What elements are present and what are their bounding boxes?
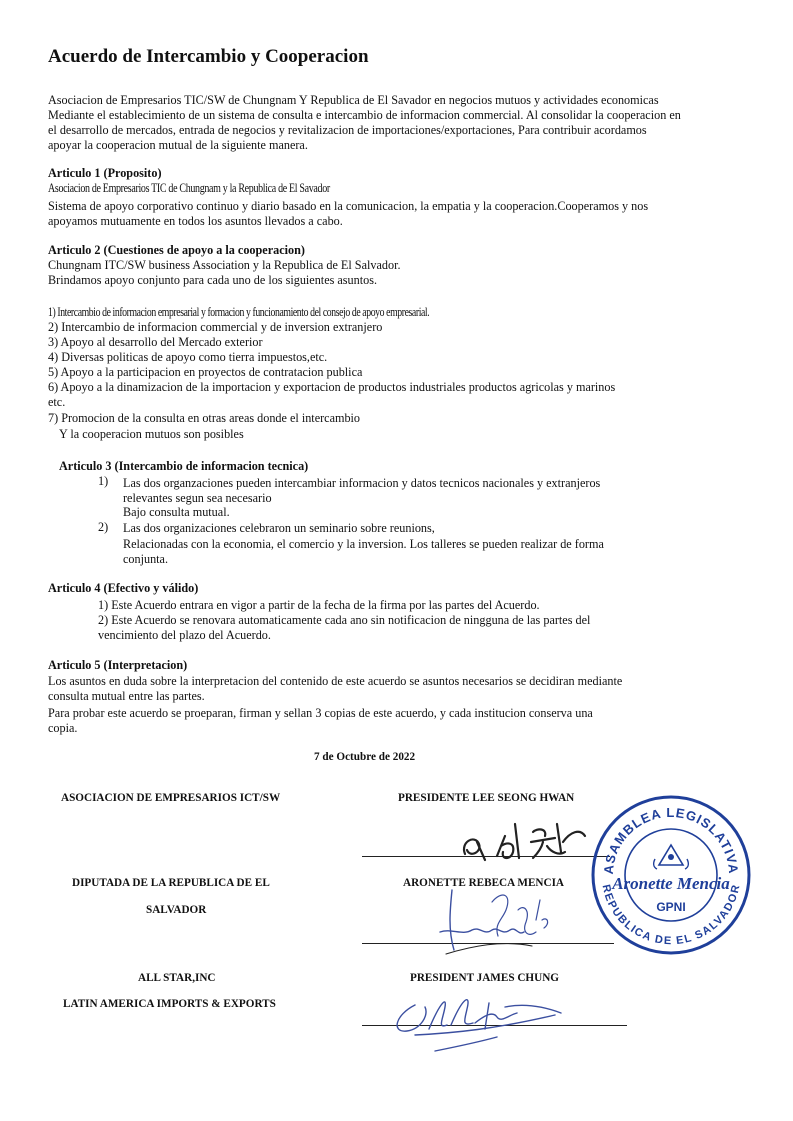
article-1-line-1: Asociacion de Empresarios TIC de Chungnam y la Republica de El Savador <box>48 181 330 195</box>
article-4-line-3: vencimiento del plazo del Acuerdo. <box>98 628 271 642</box>
article-3-num-1: 1) <box>98 474 109 488</box>
article-1-line-1-wrap <box>48 181 392 196</box>
official-stamp <box>589 793 753 957</box>
signatory-person-2: ARONETTE REBECA MENCIA <box>403 877 564 889</box>
article-3-line-2b: Relacionadas con la economia, el comercio y la inversion. Los talleres se pueden realizar de forma <box>123 537 604 551</box>
article-5-line-2: consulta mutual entre las partes. <box>48 689 205 703</box>
signatory-org-1: ASOCIACION DE EMPRESARIOS ICT/SW <box>61 792 281 804</box>
list-item: 1) Intercambio de informacion empresarial y formacion y funcionamiento del consejo de apoyo empresarial. <box>48 305 430 319</box>
list-item: Y la cooperacion mutuos son posibles <box>59 427 244 441</box>
svg-text:REPUBLICA DE EL SALVADOR <box>600 884 743 948</box>
article-3-line-1c: Bajo consulta mutual. <box>123 505 230 519</box>
coat-of-arms-icon <box>654 845 689 869</box>
stamp-code: GPNI <box>656 900 686 914</box>
list-item: 6) Apoyo a la dinamizacion de la importacion y exportacion de productos industriales productos agricolas y marinos <box>48 380 616 394</box>
article-5-line-3: Para probar este acuerdo se proeparan, firman y sellan 3 copias de este acuerdo, y cada institucion conserva una <box>48 706 593 720</box>
signatory-org-3-line-2: LATIN AMERICA IMPORTS & EXPORTS <box>63 998 276 1010</box>
article-3-line-1a: Las dos organzaciones pueden intercambiar informacion y datos tecnicos nacionales y extranjeros <box>123 476 601 490</box>
article-2-heading: Articulo 2 (Cuestiones de apoyo a la cooperacion) <box>48 243 305 257</box>
article-1-heading: Articulo 1 (Proposito) <box>48 166 162 180</box>
article-1-line-2: Sistema de apoyo corporativo continuo y diario basado en la comunicacion, la empatia y la cooperacion.Cooperamos y nos <box>48 199 649 213</box>
list-item: 5) Apoyo a la participacion en proyectos de contratacion publica <box>48 365 363 379</box>
article-2-line-1: Chungnam ITC/SW business Association y la Republica de El Salvador. <box>48 258 401 272</box>
signatory-org-3-line-1: ALL STAR,INC <box>138 972 216 984</box>
article-4-line-2: 2) Este Acuerdo se renovara automaticamente cada ano sin notificacion de ningguna de las partes del <box>98 613 591 627</box>
signatory-org-2-line-1: DIPUTADA DE LA REPUBLICA DE EL <box>72 877 270 889</box>
intro-line-4: apoyar la cooperacion mutual de la siguiente manera. <box>48 138 308 152</box>
article-2-line-2: Brindamos apoyo conjunto para cada uno de los siguientes asuntos. <box>48 273 377 287</box>
article-5-heading: Articulo 5 (Interpretacion) <box>48 658 188 672</box>
stamp-bottom-text: REPUBLICA DE EL SALVADOR <box>599 883 743 948</box>
signatory-org-2-line-2: SALVADOR <box>146 904 207 916</box>
signature-james-chung <box>385 985 585 1055</box>
article-2-item-1-wrap <box>48 305 525 320</box>
signatory-person-1: PRESIDENTE LEE SEONG HWAN <box>398 792 575 804</box>
article-3-line-1b: relevantes segun sea necesario <box>123 491 272 505</box>
list-item: 7) Promocion de la consulta en otras areas donde el intercambio <box>48 411 361 425</box>
stamp-top-text: ASAMBLEA LEGISLATIVA <box>600 804 742 875</box>
document-title: Acuerdo de Intercambio y Cooperacion <box>48 46 369 67</box>
article-3-num-2: 2) <box>98 520 109 534</box>
article-3-line-2a: Las dos organizaciones celebraron un seminario sobre reunions, <box>123 521 435 535</box>
signatory-person-3: PRESIDENT JAMES CHUNG <box>410 972 559 984</box>
signature-aronette-mencia <box>432 880 562 960</box>
signature-lee-seong-hwan <box>455 812 595 872</box>
article-3-heading: Articulo 3 (Intercambio de informacion tecnica) <box>59 459 309 473</box>
list-item: etc. <box>48 395 66 409</box>
list-item: 3) Apoyo al desarrollo del Mercado exterior <box>48 335 263 349</box>
intro-line-1: Asociacion de Empresarios TIC/SW de Chungnam Y Republica de El Savador en negocios mutuos y actividades economicas <box>48 93 659 107</box>
list-item: 2) Intercambio de informacion commercial y de inversion extranjero <box>48 320 383 334</box>
intro-line-3: el desarrollo de mercados, entrada de negocios y revitalizacion de importaciones/exportaciones, Para contribuir acordamos <box>48 123 647 137</box>
article-4-line-1: 1) Este Acuerdo entrara en vigor a partir de la fecha de la firma por las partes del Acuerdo. <box>98 598 540 612</box>
article-5-line-1: Los asuntos en duda sobre la interpretacion del contenido de este acuerdo se asuntos necesarios se decidiran mediante <box>48 674 623 688</box>
article-4-heading: Articulo 4 (Efectivo y válido) <box>48 581 199 595</box>
list-item: 4) Diversas politicas de apoyo como tierra impuestos,etc. <box>48 350 328 364</box>
article-5-line-4: copia. <box>48 721 78 735</box>
article-1-line-3: apoyamos mutuamente en todos los asuntos llevados a cabo. <box>48 214 343 228</box>
article-3-line-2c: conjunta. <box>123 552 169 566</box>
signing-date: 7 de Octubre de 2022 <box>314 751 416 763</box>
intro-line-2: Mediante el establecimiento de un sistema de consulta e intercambio de informacion commercial. Al consolidar la cooperacion en <box>48 108 681 122</box>
stamp-name: Aronette Mencia <box>612 874 730 893</box>
